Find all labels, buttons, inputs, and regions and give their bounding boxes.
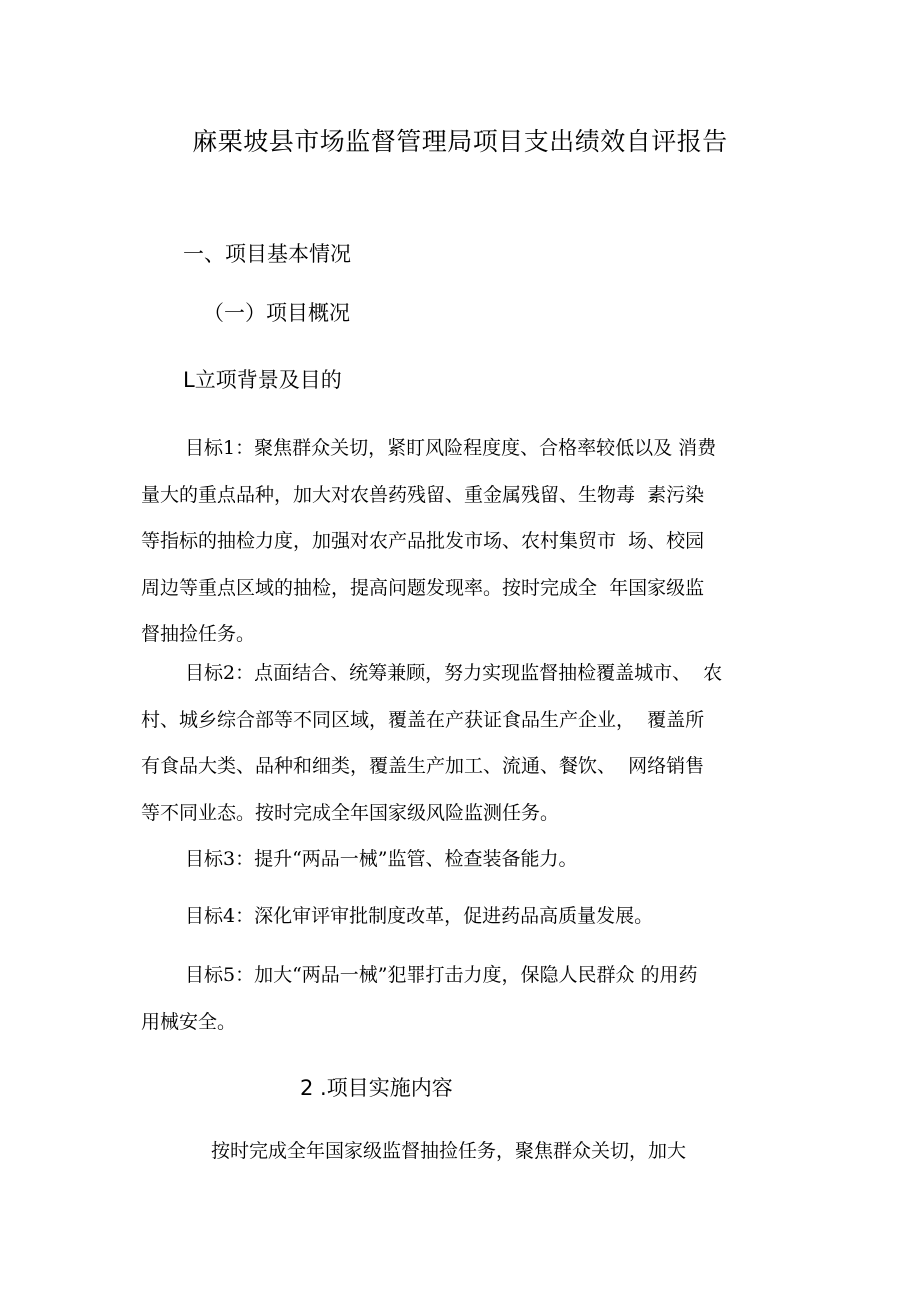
goal-1-line: 目标1：聚焦群众关切，紧盯风险程度度、合格率较低以及 消费	[185, 437, 717, 459]
goal-5-paragraph	[141, 952, 783, 1045]
goal-2-line: 村、城乡综合部等不同区域，覆盖在产获证食品生产企业， 覆盖所	[141, 708, 705, 731]
goal-2-paragraph	[141, 650, 783, 836]
goal-3-paragraph	[141, 836, 783, 883]
item-heading-implementation: 2 .项目实施内容	[300, 1076, 453, 1100]
goal-2-line: 等不同业态。按时完成全年国家级风险监测任务。	[141, 801, 560, 824]
goal-5-line: 目标5：加大“两品一械”犯罪打击力度，保隐人民群众 的用药	[185, 964, 698, 986]
goal-4-line: 目标4：深化审评审批制度改革，促进药品高质量发展。	[185, 905, 654, 927]
goal-1-line: 督抽捡任务。	[141, 623, 256, 645]
section-heading-basic-info: 一、项目基本情况	[183, 242, 351, 266]
subsection-heading-overview: （一）项目概况	[203, 301, 350, 325]
goal-1-paragraph	[141, 425, 783, 658]
implementation-line: 按时完成全年国家级监督抽捡任务，聚焦群众关切，加大	[211, 1140, 687, 1162]
goal-2-line: 有食品大类、品种和细类，覆盖生产加工、流通、餐饮、 网络销售	[141, 755, 705, 777]
goal-1-line: 周边等重点区域的抽检，提高问题发现率。按时完成全 年国家级监	[141, 576, 705, 599]
goal-5-line: 用械安全。	[141, 1010, 237, 1033]
goal-1-line: 量大的重点品种，加大对农兽药残留、重金属残留、生物毒 素污染	[141, 483, 705, 506]
item-heading-background: L立项背景及目的	[183, 368, 342, 392]
goal-4-paragraph	[141, 893, 783, 940]
document-title: 麻栗坡县市场监督管理局项目支出绩效自评报告	[192, 127, 728, 156]
goal-1-line: 等指标的抽检力度，加强对农产品批发市场、农村集贸市 场、校园	[141, 530, 705, 552]
implementation-paragraph	[211, 1128, 811, 1175]
goal-3-line: 目标3：提升“两品一械”监管、检查装备能力。	[185, 848, 578, 870]
goal-2-line: 目标2：点面结合、统筹兼顾，努力实现监督抽检覆盖城市、 农	[185, 662, 723, 684]
